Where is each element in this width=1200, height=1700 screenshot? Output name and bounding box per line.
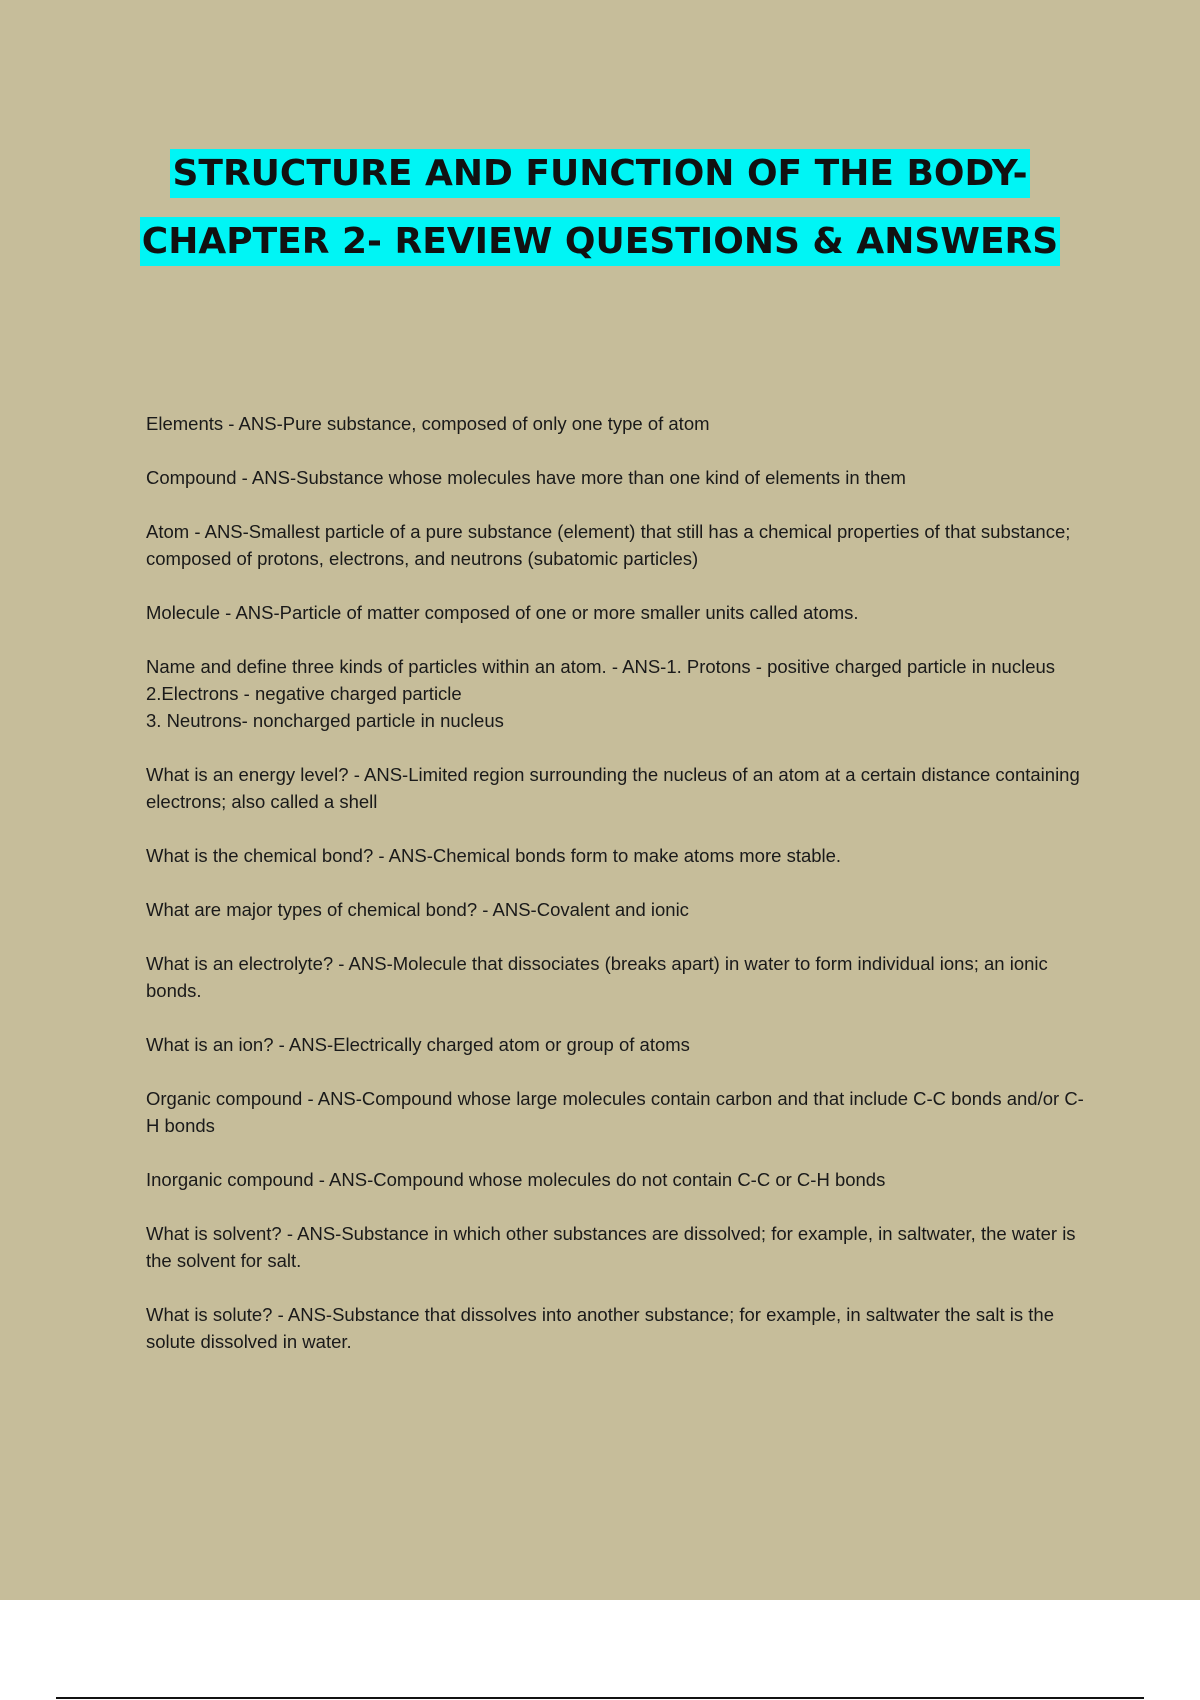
qa-entry xyxy=(146,464,1091,491)
qa-entry xyxy=(146,842,1091,869)
qa-entry-line: What is solute? - ANS-Substance that dissolves into another substance; for example, in saltwater the salt is the solute dissolved in water. xyxy=(146,1304,1060,1352)
qa-entry xyxy=(146,518,1091,572)
qa-entry-line: Organic compound - ANS-Compound whose large molecules contain carbon and that include C-C bonds and/or C-H bonds xyxy=(146,1088,1084,1136)
qa-entry xyxy=(146,1220,1091,1274)
qa-entry xyxy=(146,1031,1091,1058)
qa-entry-line: Elements - ANS-Pure substance, composed of only one type of atom xyxy=(146,413,710,434)
qa-entry-line: Molecule - ANS-Particle of matter composed of one or more smaller units called atoms. xyxy=(146,602,859,623)
title-line-2: CHAPTER 2- REVIEW QUESTIONS & ANSWERS xyxy=(140,217,1060,266)
qa-entry-line: What is the chemical bond? - ANS-Chemical bonds form to make atoms more stable. xyxy=(146,845,842,866)
qa-entry xyxy=(146,896,1091,923)
qa-entry-line: What is an ion? - ANS-Electrically charged atom or group of atoms xyxy=(146,1034,690,1055)
qa-entry xyxy=(146,653,1091,734)
qa-entry xyxy=(146,410,1091,437)
qa-entry-line: What are major types of chemical bond? - ANS-Covalent and ionic xyxy=(146,899,689,920)
qa-list xyxy=(146,410,1091,1382)
qa-entry-line: 3. Neutrons- noncharged particle in nucleus xyxy=(146,710,504,731)
qa-entry-line: Name and define three kinds of particles within an atom. - ANS-1. Protons - positive charged particle in nucleus xyxy=(146,656,1056,677)
qa-entry-line: Compound - ANS-Substance whose molecules have more than one kind of elements in them xyxy=(146,467,906,488)
qa-entry-line: What is an electrolyte? - ANS-Molecule that dissociates (breaks apart) in water to form individual ions; an ionic bonds. xyxy=(146,953,1053,1001)
qa-entry-line: Atom - ANS-Smallest particle of a pure substance (element) that still has a chemical properties of that substance; composed of protons, electrons, and neutrons (subatomic particles) xyxy=(146,521,1076,569)
document-title xyxy=(0,140,1200,276)
title-line-1: STRUCTURE AND FUNCTION OF THE BODY- xyxy=(170,149,1029,198)
qa-entry xyxy=(146,761,1091,815)
qa-entry xyxy=(146,950,1091,1004)
qa-entry xyxy=(146,599,1091,626)
qa-entry-line: What is an energy level? - ANS-Limited region surrounding the nucleus of an atom at a certain distance containing electrons; also called a shell xyxy=(146,764,1085,812)
qa-entry xyxy=(146,1085,1091,1139)
qa-entry-line: What is solvent? - ANS-Substance in which other substances are dissolved; for example, in saltwater, the water is the solvent for salt. xyxy=(146,1223,1081,1271)
footer-divider xyxy=(56,1697,1144,1699)
qa-entry-line: 2.Electrons - negative charged particle xyxy=(146,683,462,704)
qa-entry xyxy=(146,1166,1091,1193)
qa-entry-line: Inorganic compound - ANS-Compound whose molecules do not contain C-C or C-H bonds xyxy=(146,1169,886,1190)
qa-entry xyxy=(146,1301,1091,1355)
